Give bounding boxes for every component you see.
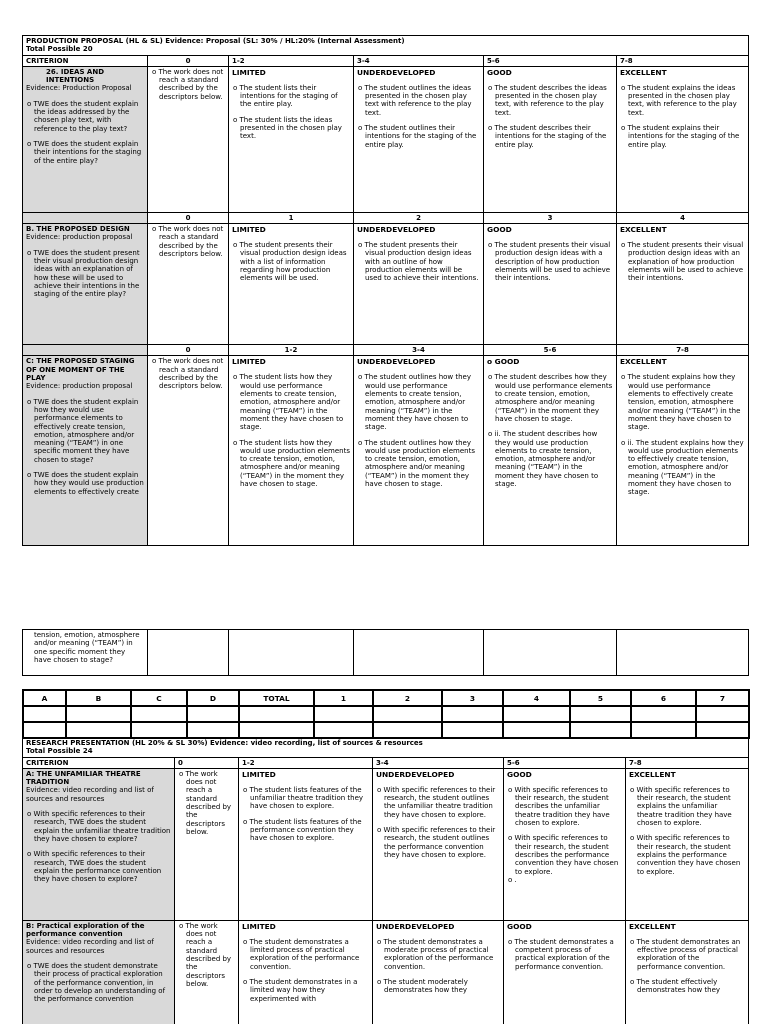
production-total: Total Possible 20	[26, 45, 93, 54]
header-cell: 1-2	[239, 757, 373, 768]
descriptor: o The student describes their intentions for the staging of the entire play.	[488, 124, 607, 149]
score-cell[interactable]	[239, 706, 314, 722]
level-4-cell	[626, 920, 749, 1024]
header-cell: 3-4	[354, 55, 484, 66]
score-cell[interactable]	[187, 706, 239, 722]
criterion-title: C: THE PROPOSED STAGING OF ONE MOMENT OF THE PLAY	[26, 357, 135, 383]
score-header: 7	[696, 690, 749, 706]
descriptor: o The student presents their visual production design ideas with an outline of how production elements will be used to achieve their intentions.	[358, 241, 479, 283]
level-1-cell	[229, 356, 354, 546]
level-3-cell	[504, 920, 626, 1024]
descriptor: o The work does not reach a standard described by the descriptors below.	[179, 921, 232, 988]
score-number: 4	[617, 212, 749, 223]
score-header: 2	[373, 690, 442, 706]
criterion-question: o TWE does the student explain the ideas addressed by the chosen play text, with reference to the play text?	[27, 99, 139, 133]
criterion-question: o TWE does the student explain how they would use performance elements to effectively create tension, emotion, atmosphere and/or meaning (“TEAM”) in one specific moment they have chosen to stage?	[27, 397, 139, 464]
header-cell: 1-2	[229, 55, 354, 66]
criterion-evidence: Evidence: production proposal	[26, 233, 133, 242]
band-label: UNDERDEVELOPED	[357, 225, 436, 235]
header-cell: CRITERION	[23, 55, 148, 66]
band-label: GOOD	[507, 921, 532, 931]
descriptor: o The student outlines their intentions for the staging of the entire play.	[358, 124, 477, 149]
descriptor: o With specific references to their research, the student outlines the performance convention they have chosen to explore.	[377, 826, 496, 859]
score-number: 3-4	[354, 345, 484, 356]
score-number: 7-8	[617, 345, 749, 356]
score-cell[interactable]	[66, 722, 131, 738]
level-2-cell	[373, 920, 504, 1024]
score-number-row	[23, 212, 749, 223]
score-number: 2	[354, 212, 484, 223]
header-cell: CRITERION	[23, 757, 175, 768]
score-header: TOTAL	[239, 690, 314, 706]
score-header: D	[187, 690, 239, 706]
band-label: UNDERDEVELOPED	[357, 67, 436, 77]
table-title-row	[23, 36, 749, 56]
descriptor: o With specific references to their research, the student explains the unfamiliar theatre tradition they have chosen to explore.	[630, 785, 732, 828]
score-number: 5-6	[484, 345, 617, 356]
score-header: 6	[631, 690, 696, 706]
score-cell[interactable]	[131, 706, 187, 722]
criterion-evidence: Evidence: video recording and list of sources and resources	[26, 786, 154, 803]
score-cell[interactable]	[442, 706, 503, 722]
score-cell[interactable]	[442, 722, 503, 738]
level-2-cell	[373, 768, 504, 920]
header-cell: 7-8	[626, 757, 749, 768]
header-cell: 7-8	[617, 55, 749, 66]
descriptor: o The student demonstrates an effective process of practical exploration of the performance convention.	[630, 937, 741, 971]
band-label: EXCELLENT	[629, 769, 676, 779]
criterion-title: B. THE PROPOSED DESIGN	[26, 225, 130, 234]
criterion-title: B: Practical exploration of the performance convention	[26, 921, 145, 939]
descriptor: o The student demonstrates a limited process of practical exploration of the performance convention.	[243, 937, 360, 971]
continuation-table	[22, 629, 749, 676]
research-criterion-row-a	[23, 768, 749, 920]
criterion-row-c	[23, 356, 749, 546]
descriptor: o The student demonstrates in a limited way how they experimented with	[243, 978, 358, 1003]
score-cell[interactable]	[631, 706, 696, 722]
score-cell[interactable]	[187, 722, 239, 738]
criterion-question-continued: tension, emotion, atmosphere and/or meaning (“TEAM”) in one specific moment they have chosen to stage?	[34, 631, 140, 664]
descriptor: o The student describes how they would use performance elements to create tension, emotion, atmosphere and/or meaning (“TEAM”) in the moment they have chosen to stage.	[488, 373, 613, 423]
criterion-evidence: Evidence: video recording and list of sources and resources	[26, 938, 154, 955]
continuation-row	[23, 630, 749, 676]
header-row	[23, 757, 749, 768]
descriptor: o The student lists the ideas presented in the chosen play text.	[233, 115, 342, 141]
level-3-cell	[484, 224, 617, 345]
descriptor: o The student outlines how they would use production elements to create tension, emotion, atmosphere and/or meaning (“TEAM”) in the moment they have chosen to stage.	[358, 438, 475, 489]
score-cell[interactable]	[314, 722, 373, 738]
score-cell[interactable]	[66, 706, 131, 722]
descriptor: o ii. The student explains how they would use production elements to effectively create tension, emotion, atmosphere and/or meaning (“TEAM”) in the moment they have chosen to stage.	[621, 438, 744, 497]
descriptor: o The student presents their visual production design ideas with a description of how production elements will be used to achieve their intentions.	[488, 241, 611, 283]
table-title-row	[23, 738, 749, 758]
descriptor: o The student outlines how they would use performance elements to create tension, emotion, atmosphere and/or meaning (“TEAM”) in the moment they have chosen to stage.	[358, 373, 472, 432]
descriptor: o The student lists how they would use performance elements to create tension, emotion, atmosphere and/or meaning (“TEAM”) in the moment they have chosen to stage.	[233, 373, 344, 432]
score-cell[interactable]	[503, 722, 570, 738]
descriptor: o The work does not reach a standard described by the descriptors below.	[152, 67, 224, 101]
criterion-title: 26. IDEAS AND INTENTIONS	[46, 67, 105, 85]
score-number: 1-2	[229, 345, 354, 356]
criterion-row-a	[23, 66, 749, 212]
criterion-cell	[23, 630, 148, 676]
level-zero-cell	[175, 920, 239, 1024]
level-3-cell	[504, 768, 626, 920]
score-header: 3	[442, 690, 503, 706]
score-cell[interactable]	[503, 706, 570, 722]
score-header: B	[66, 690, 131, 706]
level-zero-cell	[148, 224, 229, 345]
criterion-cell	[23, 66, 148, 212]
descriptor: o The student explains the ideas presented in the chosen play text, with reference to the play text.	[621, 83, 737, 117]
band-label: LIMITED	[232, 67, 266, 77]
criterion-cell	[23, 920, 175, 1024]
score-entry-row	[23, 722, 749, 738]
score-entry-row	[23, 706, 749, 722]
band-label: LIMITED	[232, 225, 266, 235]
band-label: LIMITED	[242, 769, 276, 779]
descriptor: o With specific references to their research, the student explains the performance convention they have chosen to explore.	[630, 834, 741, 876]
band-label: LIMITED	[242, 921, 276, 931]
level-zero-cell	[148, 66, 229, 212]
level-2-cell	[354, 224, 484, 345]
score-cell[interactable]	[314, 706, 373, 722]
level-zero-cell	[148, 356, 229, 546]
score-number-row	[23, 345, 749, 356]
research-total: Total Possible 24	[26, 747, 93, 756]
score-cell[interactable]	[696, 722, 749, 738]
descriptor: o The student outlines the ideas presented in the chosen play text with reference to the play text.	[358, 83, 472, 117]
research-title: RESEARCH PRESENTATION (HL 20% & SL 30%) Evidence: video recording, list of sources & resources	[26, 739, 423, 747]
level-zero-cell	[175, 768, 239, 920]
descriptor: o With specific references to their research, the student outlines the unfamiliar theatre tradition they have chosen to explore.	[377, 785, 496, 819]
criterion-evidence: Evidence: production proposal	[26, 382, 133, 391]
descriptor: o The student explains their intentions for the staging of the entire play.	[621, 124, 740, 149]
score-cell[interactable]	[239, 722, 314, 738]
score-cell[interactable]	[696, 706, 749, 722]
criterion-row-b	[23, 224, 749, 345]
score-header: 5	[570, 690, 631, 706]
descriptor: o The work does not reach a standard described by the descriptors below.	[152, 225, 224, 259]
band-label: o GOOD	[487, 357, 520, 367]
band-label: EXCELLENT	[629, 921, 676, 931]
criterion-question: o With specific references to their research, TWE does the student explain the unfamiliar theatre tradition they have chosen to explore?	[27, 810, 171, 843]
score-cell[interactable]	[23, 722, 66, 738]
descriptor: o The student lists features of the unfamiliar theatre tradition they have chosen to explore.	[243, 785, 364, 811]
criterion-title: A: THE UNFAMILIAR THEATRE TRADITION	[26, 769, 141, 787]
descriptor: o The student lists how they would use production elements to create tension, emotion, atmosphere and/or meaning (“TEAM”) in the moment they have chosen to stage.	[233, 438, 350, 489]
descriptor: o The student presents their visual production design ideas with a list of information regarding how production elements will be used.	[233, 241, 347, 283]
score-number: 1	[229, 212, 354, 223]
header-cell: 0	[148, 55, 229, 66]
header-cell: 0	[175, 757, 239, 768]
level-2-cell	[354, 66, 484, 212]
level-4-cell	[617, 356, 749, 546]
research-criterion-row-b	[23, 920, 749, 1024]
band-label: UNDERDEVELOPED	[376, 769, 455, 779]
descriptor: o The student describes the ideas presented in the chosen play text, with reference to the play text.	[488, 83, 607, 117]
score-number: 3	[484, 212, 617, 223]
criterion-cell	[23, 356, 148, 546]
criterion-cell	[23, 768, 175, 920]
level-1-cell	[229, 224, 354, 345]
band-label: EXCELLENT	[620, 357, 667, 367]
header-cell: 5-6	[484, 55, 617, 66]
score-cell[interactable]	[373, 722, 442, 738]
criterion-question: o TWE does the student explain how they would use production elements to effectively create	[27, 471, 144, 496]
header-cell: 5-6	[504, 757, 626, 768]
level-1-cell	[239, 920, 373, 1024]
score-number: 0	[148, 212, 229, 223]
score-header: C	[131, 690, 187, 706]
band-label: UNDERDEVELOPED	[357, 357, 436, 367]
score-cell[interactable]	[570, 706, 631, 722]
descriptor: o The student demonstrates a moderate process of practical exploration of the performance convention.	[377, 937, 494, 971]
score-number: 0	[148, 345, 229, 356]
band-label: EXCELLENT	[620, 67, 667, 77]
descriptor: o With specific references to their research, the student describes the performance convention they have chosen to explore.	[508, 834, 619, 876]
level-4-cell	[617, 224, 749, 345]
band-label: UNDERDEVELOPED	[376, 921, 455, 931]
band-label: LIMITED	[232, 357, 266, 367]
production-title: PRODUCTION PROPOSAL (HL & SL) Evidence: Proposal (SL: 30% / HL:20% (Internal Assessment)	[26, 37, 405, 45]
descriptor: o The student lists features of the performance convention they have chosen to explore.	[243, 817, 362, 843]
score-cell[interactable]	[131, 722, 187, 738]
score-header: A	[23, 690, 66, 706]
criterion-cell	[23, 224, 148, 345]
criterion-question: o TWE does the student present their visual production design ideas with an explanation of how these will be used to achieve their intentions in the staging of the entire play?	[27, 248, 140, 299]
descriptor: o .	[508, 875, 517, 884]
descriptor: o The student moderately demonstrates how they	[377, 978, 468, 995]
score-cell[interactable]	[23, 706, 66, 722]
level-4-cell	[626, 768, 749, 920]
score-cell[interactable]	[570, 722, 631, 738]
descriptor: o With specific references to their research, the student describes the unfamiliar theatre tradition they have chosen to explore.	[508, 785, 610, 828]
band-label: GOOD	[507, 769, 532, 779]
header-cell: 3-4	[373, 757, 504, 768]
descriptor: o The work does not reach a standard described by the descriptors below.	[152, 357, 224, 391]
band-label: EXCELLENT	[620, 225, 667, 235]
criterion-question: o With specific references to their research, TWE does the student explain the performance convention they have chosen to explore?	[27, 850, 162, 884]
criterion-evidence: Evidence: Production Proposal	[26, 84, 132, 93]
score-header: 1	[314, 690, 373, 706]
descriptor: o The student lists their intentions for the staging of the entire play.	[233, 83, 338, 109]
score-header: 4	[503, 690, 570, 706]
score-header-row	[23, 690, 749, 706]
descriptor: o The student effectively demonstrates how they	[630, 978, 721, 995]
level-3-cell	[484, 66, 617, 212]
level-2-cell	[354, 356, 484, 546]
descriptor: o The student presents their visual production design ideas with an explanation of how production elements will be used to achieve their intentions.	[621, 241, 744, 283]
band-label: GOOD	[487, 67, 512, 77]
criterion-question: o TWE does the student explain their intentions for the staging of the entire play?	[27, 139, 142, 165]
level-1-cell	[229, 66, 354, 212]
score-cell[interactable]	[373, 706, 442, 722]
score-summary-table	[22, 689, 750, 739]
descriptor: o The student explains how they would use performance elements to effectively create tension, emotion, atmosphere and/or meaning (“TEAM”) in the moment they have chosen to stage.	[621, 373, 741, 432]
level-1-cell	[239, 768, 373, 920]
level-4-cell	[617, 66, 749, 212]
criterion-question: o TWE does the student demonstrate their process of practical exploration of the performance convention, in order to develop an understanding of the performance convention	[27, 962, 166, 1004]
level-3-cell	[484, 356, 617, 546]
production-proposal-table	[22, 35, 749, 546]
header-row	[23, 55, 749, 66]
descriptor: o The work does not reach a standard described by the descriptors below.	[179, 769, 232, 836]
band-label: GOOD	[487, 225, 512, 235]
descriptor: o The student demonstrates a competent process of practical exploration of the performance convention.	[508, 937, 614, 971]
score-cell[interactable]	[631, 722, 696, 738]
descriptor: o ii. The student describes how they would use production elements to create tension, emotion, atmosphere and/or meaning (“TEAM”) in the moment they have chosen to stage.	[488, 430, 599, 489]
research-presentation-table	[22, 737, 749, 1024]
